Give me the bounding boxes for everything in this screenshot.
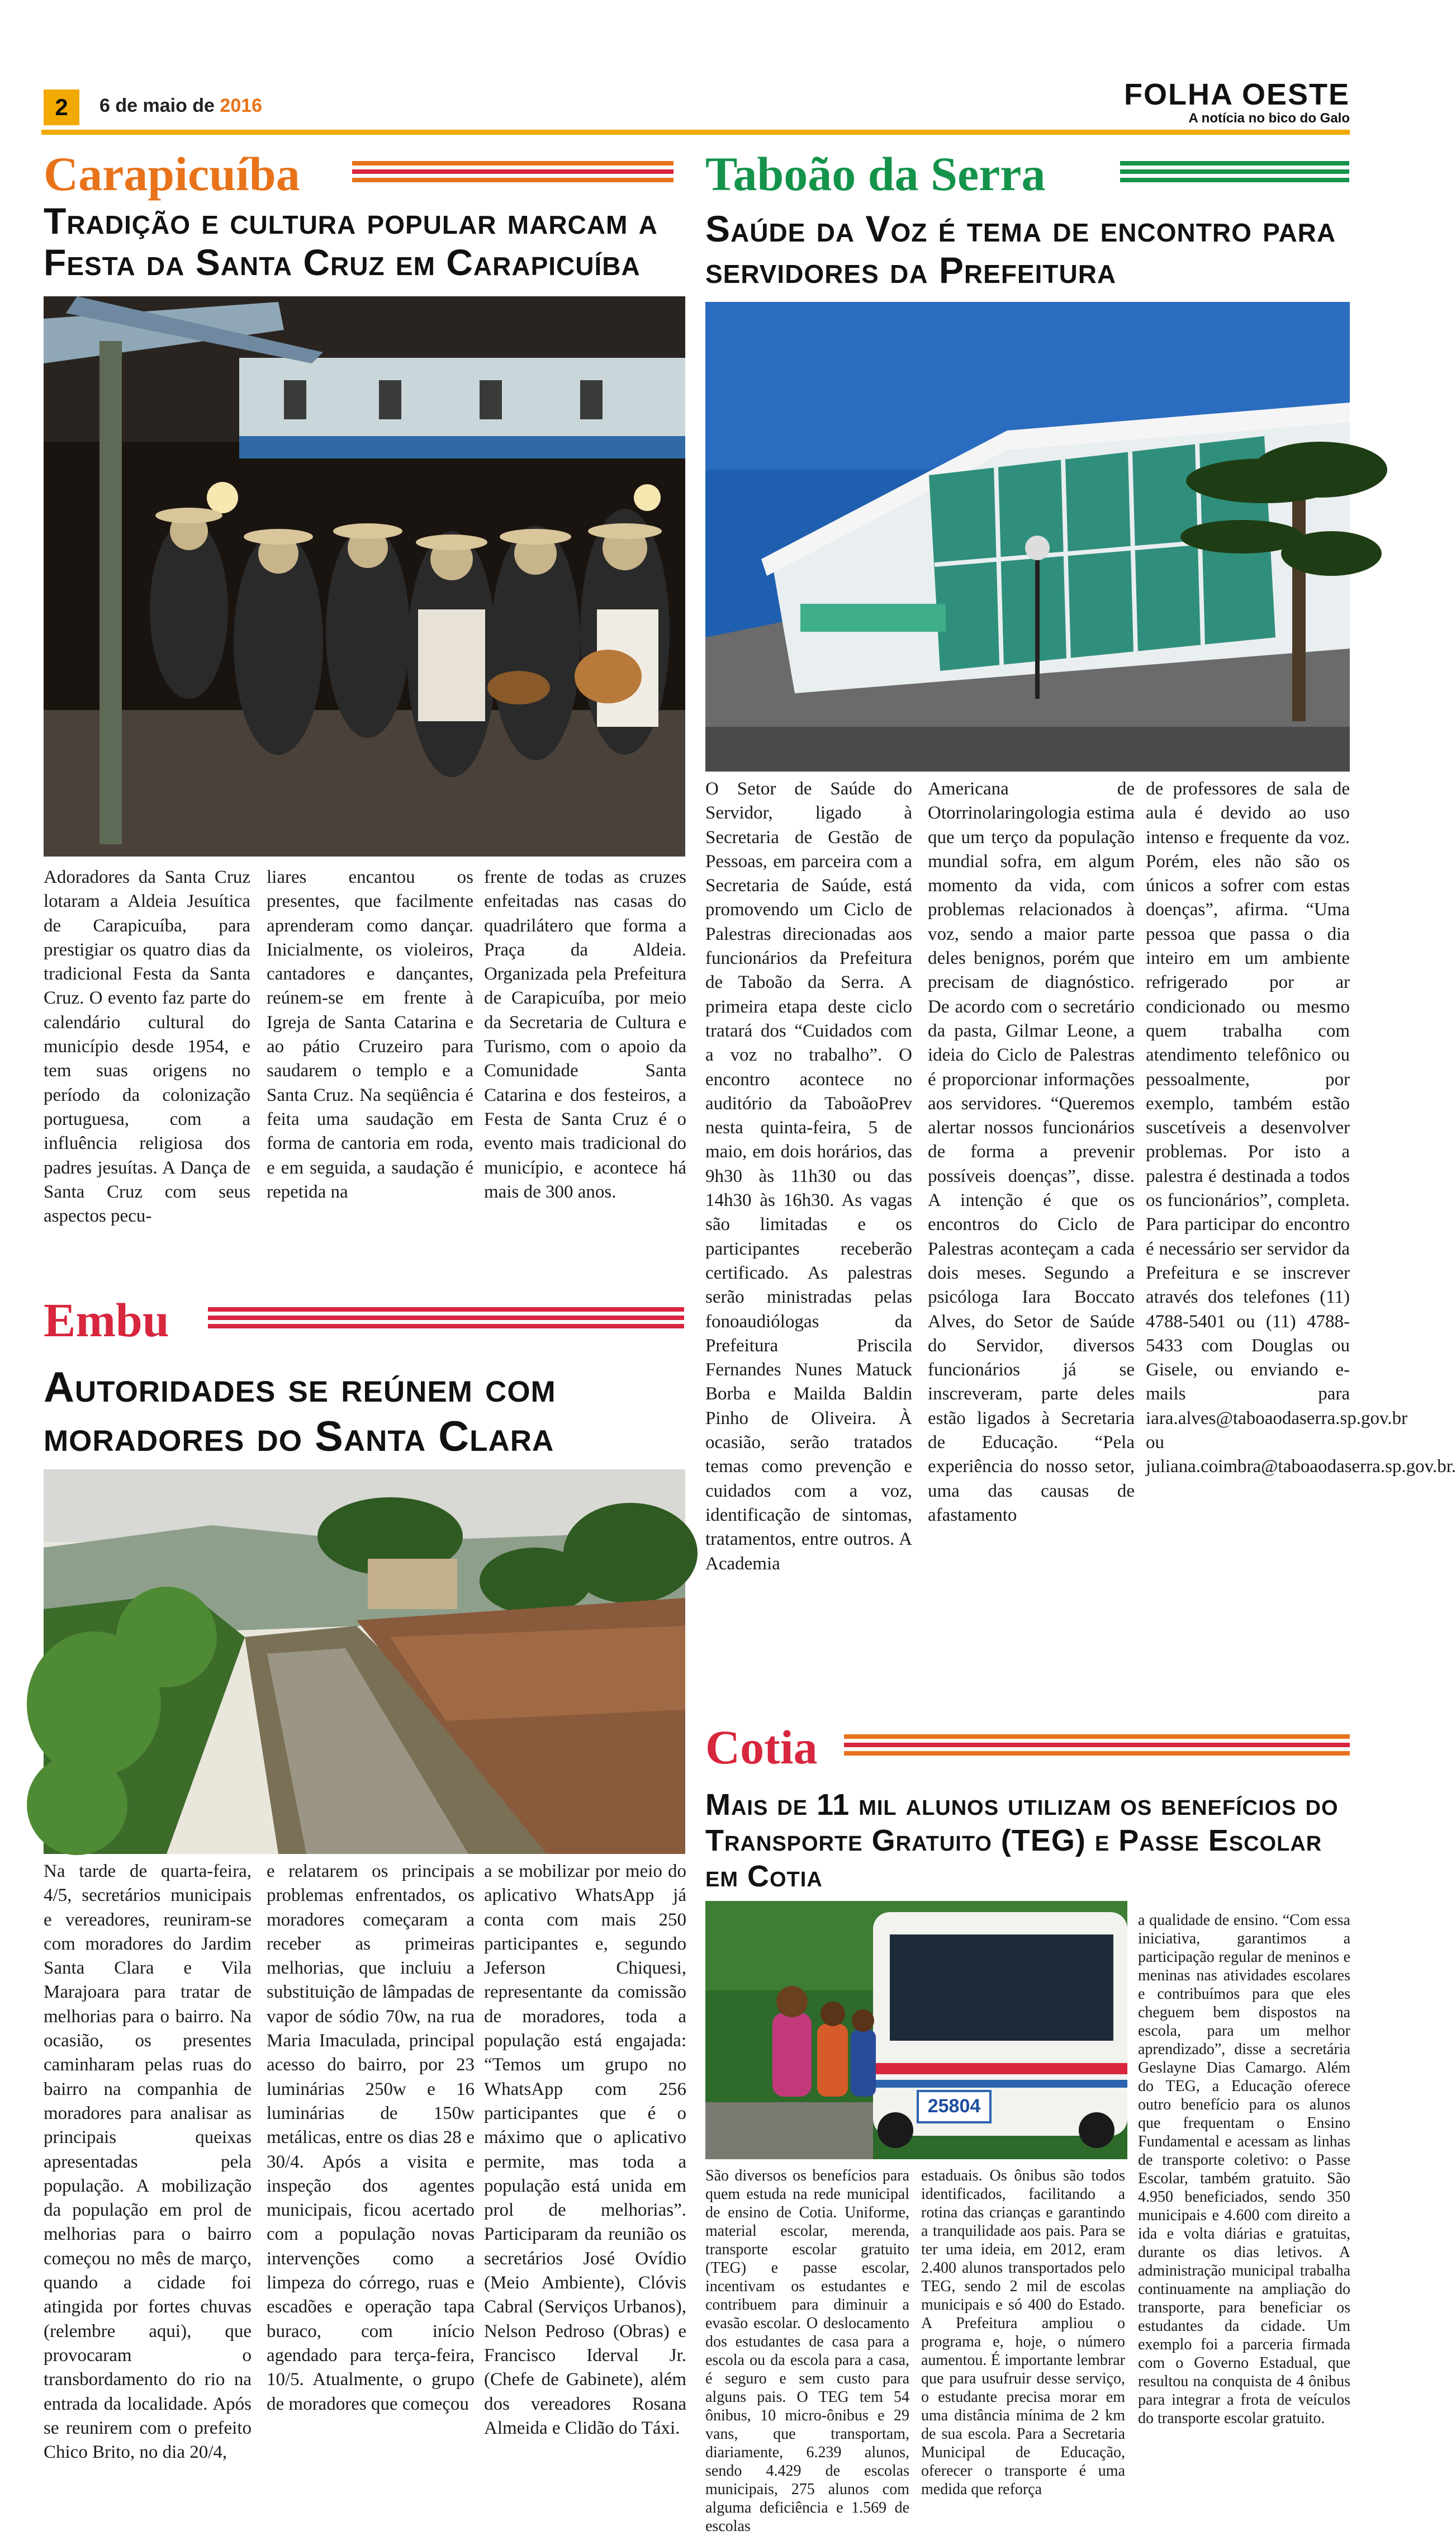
section-title-embu: Embu	[44, 1293, 169, 1347]
header-rule	[41, 130, 1350, 135]
bus-number: 25804	[927, 2095, 981, 2117]
paper-tagline: A notícia no bico do Galo	[1188, 111, 1350, 126]
section-title-carapicuiba: Carapicuíba	[44, 147, 300, 201]
issue-date	[99, 95, 262, 117]
headline-embu: Autoridades se reúnem com moradores do Santa Clara	[44, 1364, 556, 1460]
section-stripes	[208, 1307, 684, 1333]
cotia-col-3: a qualidade de ensino. “Com essa iniciativa, garantimos a participação regular de meninos e meninas nas atividades escolares e contribuímos para que eles cheguem bem dispostos na escola, para um melhor aprendizado”, disse a secretária Geslayne Dias Camargo. Além do TEG, a Educação oferece outro benefício para os alunos que frequentam o Ensino Fundamental e acessam as linhas de transporte coletivo: o Passe Escolar, também gratuito. São 4.950 beneficiados, sendo 350 municipais e 4.600 com direito a ida e volta diárias e gratuitas, durante os dias letivos. A administração municipal trabalha continuamente na ampliação do transporte, para beneficiar os estudantes da cidade. Um exemplo foi a parceria firmada com o Governo Estadual, que resultou na conquista de 4 ônibus para integrar a frota de veículos do transporte escolar gratuito.	[1138, 1912, 1350, 2427]
photo-predio-prefeitura	[705, 302, 1350, 772]
headline-carapicuiba: Tradição e cultura popular marcam a Festa da Santa Cruz em Carapicuíba	[44, 200, 658, 283]
section-stripes	[1120, 161, 1349, 187]
taboao-col-3: de professores de sala de aula é devido ao uso intenso e frequente da voz. Porém, eles não são os únicos a sofrer com estas doenças”, afirma. “Uma pessoa que passa o dia inteiro em um ambiente refrigerado por ar condicionado ou mesmo quem trabalha com atendimento telefônico ou pessoalmente, por exemplo, também estão suscetíveis a desenvolver problemas. Por isto a palestra é destinada a todos os funcionários”, completa. Para participar do encontro é necessário ser servidor da Prefeitura e se inscrever através dos telefones (11) 4788-5401 ou (11) 4788-5433 com Douglas ou Gisele, ou enviando e-mails para iara.alves@taboaodaserra.sp.gov.br ou juliana.coimbra@taboaodaserra.sp.gov.br.	[1146, 779, 1456, 1477]
section-title-cotia: Cotia	[705, 1720, 818, 1774]
headline-taboao: Saúde da Voz é tema de encontro para servidores da Prefeitura	[705, 208, 1336, 291]
embu-col-1: Na tarde de quarta-feira, 4/5, secretários municipais e vereadores, reuniram-se com moradores do Jardim Santa Clara e Vila Marajoara para tratar de melhorias para o bairro. Na ocasião, os presentes caminharam pelas ruas do bairro na companhia de moradores para analisar as principais queixas apresentadas pela população. A mobilização da população em prol de melhorias para o bairro começou no mês de março, quando a cidade foi atingida por fortes chuvas (relembre aqui), que provocaram o transbordamento do rio na entrada da localidade. Após se reunirem com o prefeito Chico Brito, no dia 20/4,	[44, 1861, 252, 2463]
photo-corrego-santa-clara	[44, 1469, 685, 1854]
embu-col-3: a se mobilizar por meio do aplicativo WhatsApp já conta com mais 250 participantes e, segundo Jeferson Chiquesi, representante da comissão de moradores, toda a população está engajada: “Temos um grupo no WhatsApp com 256 participantes que é o máximo que o aplicativo permite, mas toda a população está unida em prol de melhorias”. Participaram da reunião os secretários José Ovídio (Meio Ambiente), Clóvis Cabral (Serviços Urbanos), Nelson Pedroso (Obras) e Francisco Iderval Jr. (Chefe de Gabinete), além dos vereadores Rosana Almeida e Clidão do Táxi.	[484, 1861, 686, 2438]
date-text: 6 de maio de	[99, 95, 220, 116]
embu-col-2: e relatarem os principais problemas enfrentados, os moradores começaram a receber as primeiras melhorias, que incluiu a substituição de lâmpadas de vapor de sódio 70w, na rua Maria Imaculada, principal acesso do bairro, por 23 luminárias 250w e 16 luminárias de 150w metálicas, entre os dias 28 e 30/4. Após a visita e inspeção dos agentes municipais, ficou acertado com a população novas intervenções como a limpeza do córrego, ruas e escadões e operação tapa buraco, com início agendado para terça-feira, 10/5. Atualmente, o grupo de moradores que começou	[267, 1861, 475, 2414]
section-stripes	[352, 161, 674, 187]
photo-festa-santa-cruz	[44, 296, 685, 857]
paper-name: FOLHA OESTE	[1123, 78, 1350, 111]
section-stripes	[844, 1734, 1350, 1760]
taboao-col-2: Americana de Otorrinolaringologia estima que um terço da população mundial sofra, em algum momento da vida, com problemas relacionados à voz, sendo a maior parte deles benignos, porém que precisam de diagnóstico. De acordo com o secretário da pasta, Gilmar Leone, a ideia do Ciclo de Palestras é proporcionar informações aos servidores. “Queremos alertar nossos funcionários de forma a prevenir possíveis doenças”, disse. A intenção é que os encontros do Ciclo de Palestras aconteçam a cada dois meses. Segundo a psicóloga Iara Boccato Alves, do Setor de Saúde do Servidor, diversos funcionários já se inscreveram, parte deles estão ligados à Secretaria de Educação. “Pela experiência do nosso setor, uma das causas de afastamento	[928, 779, 1135, 1525]
headline-cotia: Mais de 11 mil alunos utilizam os benefícios do Transporte Gratuito (TEG) e Passe Escolar em Cotia	[705, 1788, 1339, 1893]
page-number: 2	[44, 89, 79, 125]
carapicuiba-col-2: liares encantou os presentes, que facilmente aprenderam como dançar. Inicialmente, os violeiros, cantadores e dançantes, reúnem-se em frente à Igreja de Santa Catarina e ao pátio Cruzeiro para saudarem o templo e a Santa Cruz. Na seqüência é feita uma saudação em forma de cantoria em roda, e em seguida, a saudação é repetida na	[267, 867, 473, 1202]
cotia-col-2: estaduais. Os ônibus são todos identificados, facilitando a rotina das crianças e garantindo a tranquilidade aos pais. Para se ter uma ideia, em 2012, eram 2.400 alunos transportados pelo TEG, sendo 2 mil de escolas municipais e só 400 do Estado. A Prefeitura ampliou o programa e, hoje, o número aumentou. É importante lembrar que para usufruir desse serviço, o estudante precisa morar em uma distância mínima de 2 km de sua escola. Para a Secretaria Municipal de Educação, oferecer o transporte é uma medida que reforça	[921, 2167, 1125, 2498]
photo-onibus-escolar	[705, 1901, 1127, 2159]
masthead	[1124, 78, 1350, 126]
carapicuiba-col-1: Adoradores da Santa Cruz lotaram a Aldeia Jesuítica de Carapicuíba, para prestigiar os quatro dias da tradicional Festa da Santa Cruz. O evento faz parte do calendário cultural do município desde 1954, e tem suas origens no período da colonização portuguesa, com a influência religiosa dos padres jesuítas. A Dança de Santa Cruz com seus aspectos pecu-	[44, 867, 250, 1227]
carapicuiba-col-3: frente de todas as cruzes enfeitadas nas casas do quadrilátero que forma a Praça da Aldeia. Organizada pela Prefeitura de Carapicuíba, por meio da Secretaria de Cultura e Turismo, com o apoio da Comunidade Santa Catarina e dos festeiros, a Festa de Santa Cruz é o evento mais tradicional do município, e acontece há mais de 300 anos.	[484, 867, 686, 1202]
section-title-taboao: Taboão da Serra	[705, 147, 1046, 201]
date-year: 2016	[220, 95, 263, 116]
taboao-col-1: O Setor de Saúde do Servidor, ligado à Secretaria de Gestão de Pessoas, em parceira com a Secretaria de Saúde, está promovendo um Ciclo de Palestras direcionadas aos funcionários da Prefeitura de Taboão da Serra. A primeira etapa deste ciclo tratará dos “Cuidados com a voz no trabalho”. O encontro acontece no auditório da TaboãoPrev nesta quinta-feira, 5 de maio, em dois horários, das 9h30 às 11h30 ou das 14h30 às 16h30. As vagas são limitadas e os participantes receberão certificado. As palestras serão ministradas pelas fonoaudiólogas da Prefeitura Priscila Fernandes Nunes Matuck Borba e Mailda Baldin Pinho de Oliveira. À ocasião, serão tratados temas como prevenção e cuidados com a voz, identificação de sintomas, tratamentos, entre outros. A Academia	[705, 779, 912, 1574]
cotia-col-1: São diversos os benefícios para quem estuda na rede municipal de ensino de Cotia. Uniforme, material escolar, merenda, transporte escolar gratuito (TEG) e passe escolar, incentivam os estudantes e contribuem para diminuir a evasão escolar. O deslocamento dos estudantes de casa para a escola ou da escola para a casa, é seguro e sem custo para alguns pais. O TEG tem 54 ônibus, 10 micro-ônibus e 29 vans, que transportam, diariamente, 6.239 alunos, sendo 4.429 de escolas municipais, 275 alunos com alguma deficiência e 1.569 de escolas	[705, 2167, 909, 2535]
